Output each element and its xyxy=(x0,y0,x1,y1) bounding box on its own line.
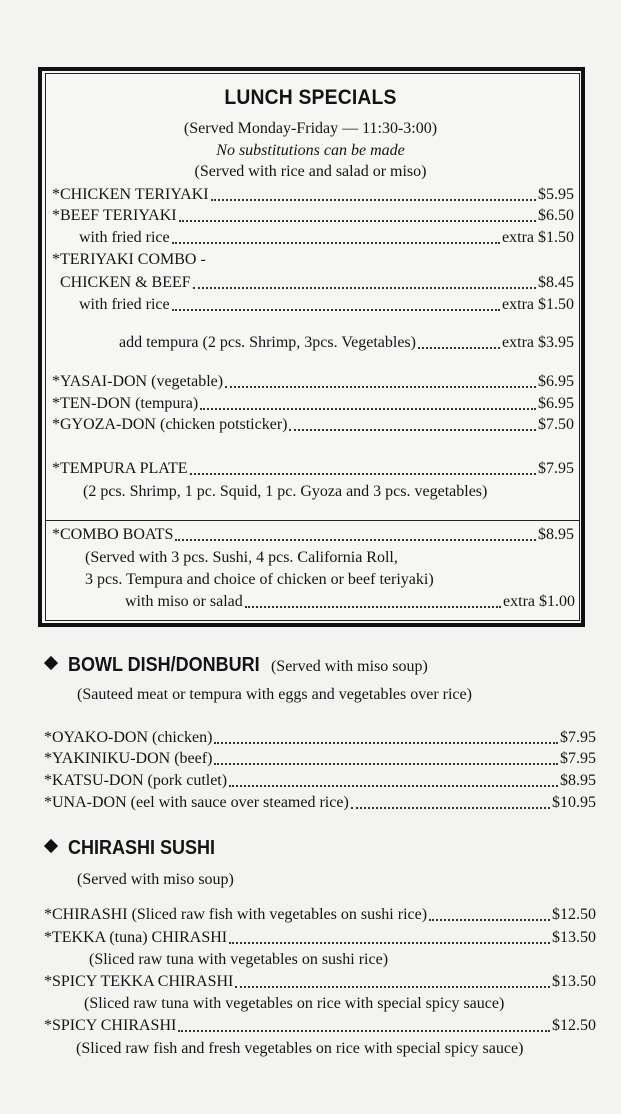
chirashi-subtitle: (Served with miso soup) xyxy=(77,871,234,888)
menu-item: *UNA-DON (eel with sauce over steamed rice) $10.95 xyxy=(44,794,596,811)
menu-item: *TEMPURA PLATE $7.95 xyxy=(52,460,574,477)
menu-item: *YASAI-DON (vegetable) $6.95 xyxy=(52,373,574,390)
tempura-plate-note: (2 pcs. Shrimp, 1 pc. Squid, 1 pc. Gyoza and 3 pcs. vegetables) xyxy=(83,483,488,500)
combo-boats-item: *COMBO BOATS $8.95 xyxy=(52,526,574,543)
menu-item-extra: with fried rice extra $1.50 xyxy=(79,229,574,246)
menu-item: *SPICY TEKKA CHIRASHI $13.50 xyxy=(44,973,596,990)
combo-note: 3 pcs. Tempura and choice of chicken or beef teriyaki) xyxy=(85,571,434,588)
menu-item-extra: with fried rice extra $1.50 xyxy=(79,296,574,313)
menu-item: *TERIYAKI COMBO - xyxy=(52,251,206,268)
bowl-description: (Sauteed meat or tempura with eggs and vegetables over rice) xyxy=(77,686,472,703)
diamond-bullet-icon xyxy=(44,656,58,670)
menu-item: *CHIRASHI (Sliced raw fish with vegetables on sushi rice) $12.50 xyxy=(44,906,596,923)
lunch-specials-title: LUNCH SPECIALS xyxy=(224,86,397,109)
menu-item: *TEKKA (tuna) CHIRASHI $13.50 xyxy=(44,929,596,946)
menu-item: *OYAKO-DON (chicken) $7.95 xyxy=(44,729,596,746)
add-tempura-line: add tempura (2 pcs. Shrimp, 3pcs. Vegetables) extra $3.95 xyxy=(119,334,574,351)
menu-item: *CHICKEN TERIYAKI $5.95 xyxy=(52,186,574,203)
item-note: (Sliced raw tuna with vegetables on rice with special spicy sauce) xyxy=(84,995,505,1012)
item-note: (Sliced raw fish and fresh vegetables on rice with special spicy sauce) xyxy=(76,1040,524,1057)
chirashi-title: CHIRASHI SUSHI xyxy=(68,837,216,859)
lunch-hours: (Served Monday-Friday — 11:30-3:00) xyxy=(183,120,438,137)
bowl-subtitle: (Served with miso soup) xyxy=(270,658,428,675)
diamond-bullet-icon xyxy=(44,839,58,853)
menu-item: *SPICY CHIRASHI $12.50 xyxy=(44,1017,596,1034)
no-substitutions-note: No substitutions can be made xyxy=(216,142,405,159)
served-with-note: (Served with rice and salad or miso) xyxy=(194,163,427,180)
item-note: (Sliced raw tuna with vegetables on sushi rice) xyxy=(89,951,389,968)
menu-item: *BEEF TERIYAKI $6.50 xyxy=(52,207,574,224)
menu-item: CHICKEN & BEEF $8.45 xyxy=(60,274,574,291)
bowl-section-heading xyxy=(46,654,428,677)
combo-extra-item: with miso or salad extra $1.00 xyxy=(125,593,575,610)
menu-item: *GYOZA-DON (chicken potsticker) $7.50 xyxy=(52,416,574,433)
combo-divider xyxy=(45,520,580,521)
menu-item: *YAKINIKU-DON (beef) $7.95 xyxy=(44,750,596,767)
menu-item: *TEN-DON (tempura) $6.95 xyxy=(52,395,574,412)
bowl-title: BOWL DISH/DONBURI xyxy=(68,654,260,676)
chirashi-section-heading xyxy=(46,837,231,860)
menu-item: *KATSU-DON (pork cutlet) $8.95 xyxy=(44,772,596,789)
combo-note: (Served with 3 pcs. Sushi, 4 pcs. California Roll, xyxy=(85,549,398,566)
